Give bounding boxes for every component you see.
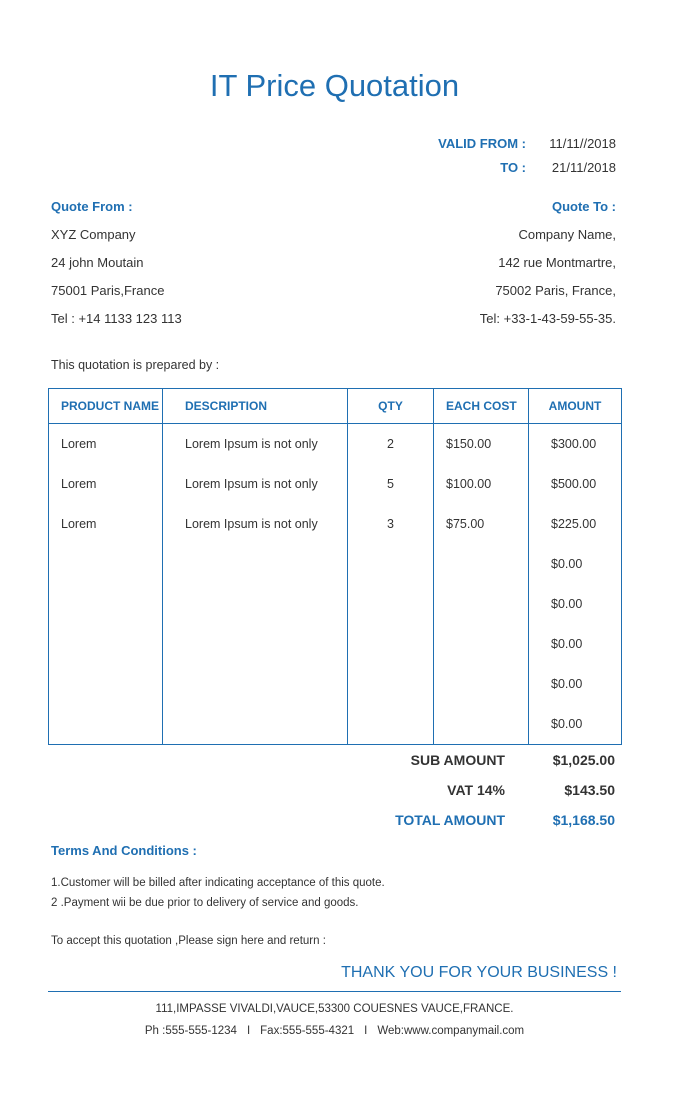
footer-separator: I (364, 1025, 368, 1037)
terms-list (51, 873, 385, 913)
table-row (49, 584, 622, 624)
cell-qty: 2 (348, 424, 434, 465)
quote-from-heading: Quote From : (51, 199, 133, 214)
quote-to-street: 142 rue Montmartre, (498, 255, 616, 270)
cell-amount: $0.00 (529, 664, 622, 704)
vat-value: $143.50 (564, 782, 615, 798)
valid-from-value: 11/11//2018 (549, 135, 616, 151)
cell-amount: $0.00 (529, 704, 622, 745)
cell-description (163, 704, 348, 745)
header-each-cost: EACH COST (434, 389, 529, 424)
cell-description (163, 544, 348, 584)
thank-you-message: THANK YOU FOR YOUR BUSINESS ! (341, 964, 617, 981)
table-row (49, 464, 622, 504)
sub-amount-value: $1,025.00 (552, 752, 615, 768)
table-row (49, 504, 622, 544)
cell-amount: $300.00 (529, 424, 622, 465)
table-row (49, 424, 622, 465)
cell-description: Lorem Ipsum is not only (163, 504, 348, 544)
quote-from-block (51, 199, 182, 339)
cell-product-name (49, 584, 163, 624)
cell-qty: 5 (348, 464, 434, 504)
cell-each-cost: $100.00 (434, 464, 529, 504)
cell-description (163, 584, 348, 624)
terms-heading: Terms And Conditions : (51, 843, 197, 858)
table-row (49, 544, 622, 584)
cell-description: Lorem Ipsum is not only (163, 424, 348, 465)
valid-to-label: TO : (500, 159, 526, 175)
accept-instructions: To accept this quotation ,Please sign here and return : (51, 935, 326, 947)
cell-amount: $225.00 (529, 504, 622, 544)
items-table (48, 388, 622, 745)
prepared-by-label: This quotation is prepared by : (51, 358, 220, 372)
header-qty: QTY (348, 389, 434, 424)
cell-product-name (49, 664, 163, 704)
quote-to-block (480, 199, 616, 339)
cell-qty: 3 (348, 504, 434, 544)
cell-each-cost (434, 584, 529, 624)
validity-block (438, 131, 616, 179)
quote-to-company: Company Name, (518, 227, 616, 242)
quote-to-phone: Tel: +33-1-43-59-55-35. (479, 311, 616, 326)
valid-from-label: VALID FROM : (438, 135, 526, 151)
footer-web: Web:www.companymail.com (377, 1025, 525, 1037)
table-header-row (49, 389, 622, 424)
terms-item: 1.Customer will be billed after indicating acceptance of this quote. (51, 877, 385, 889)
cell-each-cost: $75.00 (434, 504, 529, 544)
cell-product-name: Lorem (49, 424, 163, 465)
cell-product-name (49, 544, 163, 584)
cell-amount: $0.00 (529, 544, 622, 584)
cell-each-cost (434, 664, 529, 704)
table-row (49, 704, 622, 745)
totals-block (340, 745, 620, 835)
total-amount-label: TOTAL AMOUNT (395, 812, 505, 828)
table-row (49, 624, 622, 664)
footer-contact (0, 1025, 669, 1037)
cell-description (163, 664, 348, 704)
sub-amount-label: SUB AMOUNT (410, 752, 505, 768)
cell-each-cost (434, 544, 529, 584)
cell-amount: $0.00 (529, 584, 622, 624)
cell-each-cost: $150.00 (434, 424, 529, 465)
cell-product-name (49, 624, 163, 664)
footer-address: 111,IMPASSE VIVALDI,VAUCE,53300 COUESNES VAUCE,FRANCE. (155, 1003, 514, 1015)
quote-from-phone: Tel : +14 1133 123 113 (51, 311, 182, 326)
quote-to-heading: Quote To : (551, 199, 616, 214)
quote-to-city: 75002 Paris, France, (495, 283, 616, 298)
cell-each-cost (434, 704, 529, 745)
header-product-name: PRODUCT NAME (49, 389, 163, 424)
cell-qty (348, 584, 434, 624)
quote-from-city: 75001 Paris,France (51, 283, 165, 298)
quote-from-company: XYZ Company (51, 227, 136, 242)
cell-product-name: Lorem (49, 464, 163, 504)
cell-qty (348, 544, 434, 584)
total-amount-value: $1,168.50 (552, 812, 615, 828)
cell-qty (348, 704, 434, 745)
footer-divider (48, 991, 621, 992)
footer-phone: Ph :555-555-1234 (144, 1025, 237, 1037)
cell-amount: $500.00 (529, 464, 622, 504)
table-row (49, 664, 622, 704)
valid-to-value: 21/11/2018 (551, 159, 616, 175)
quote-from-street: 24 john Moutain (51, 255, 144, 270)
header-amount: AMOUNT (529, 389, 622, 424)
cell-qty (348, 664, 434, 704)
cell-qty (348, 624, 434, 664)
footer-separator: I (246, 1025, 251, 1037)
terms-item: 2 .Payment wii be due prior to delivery of service and goods. (51, 897, 359, 909)
header-description: DESCRIPTION (163, 389, 348, 424)
cell-product-name (49, 704, 163, 745)
cell-amount: $0.00 (529, 624, 622, 664)
cell-description (163, 624, 348, 664)
vat-label: VAT 14% (447, 782, 505, 798)
cell-each-cost (434, 624, 529, 664)
cell-description: Lorem Ipsum is not only (163, 464, 348, 504)
cell-product-name: Lorem (49, 504, 163, 544)
page-title: IT Price Quotation (209, 68, 460, 103)
footer-fax: Fax:555-555-4321 (260, 1025, 355, 1037)
